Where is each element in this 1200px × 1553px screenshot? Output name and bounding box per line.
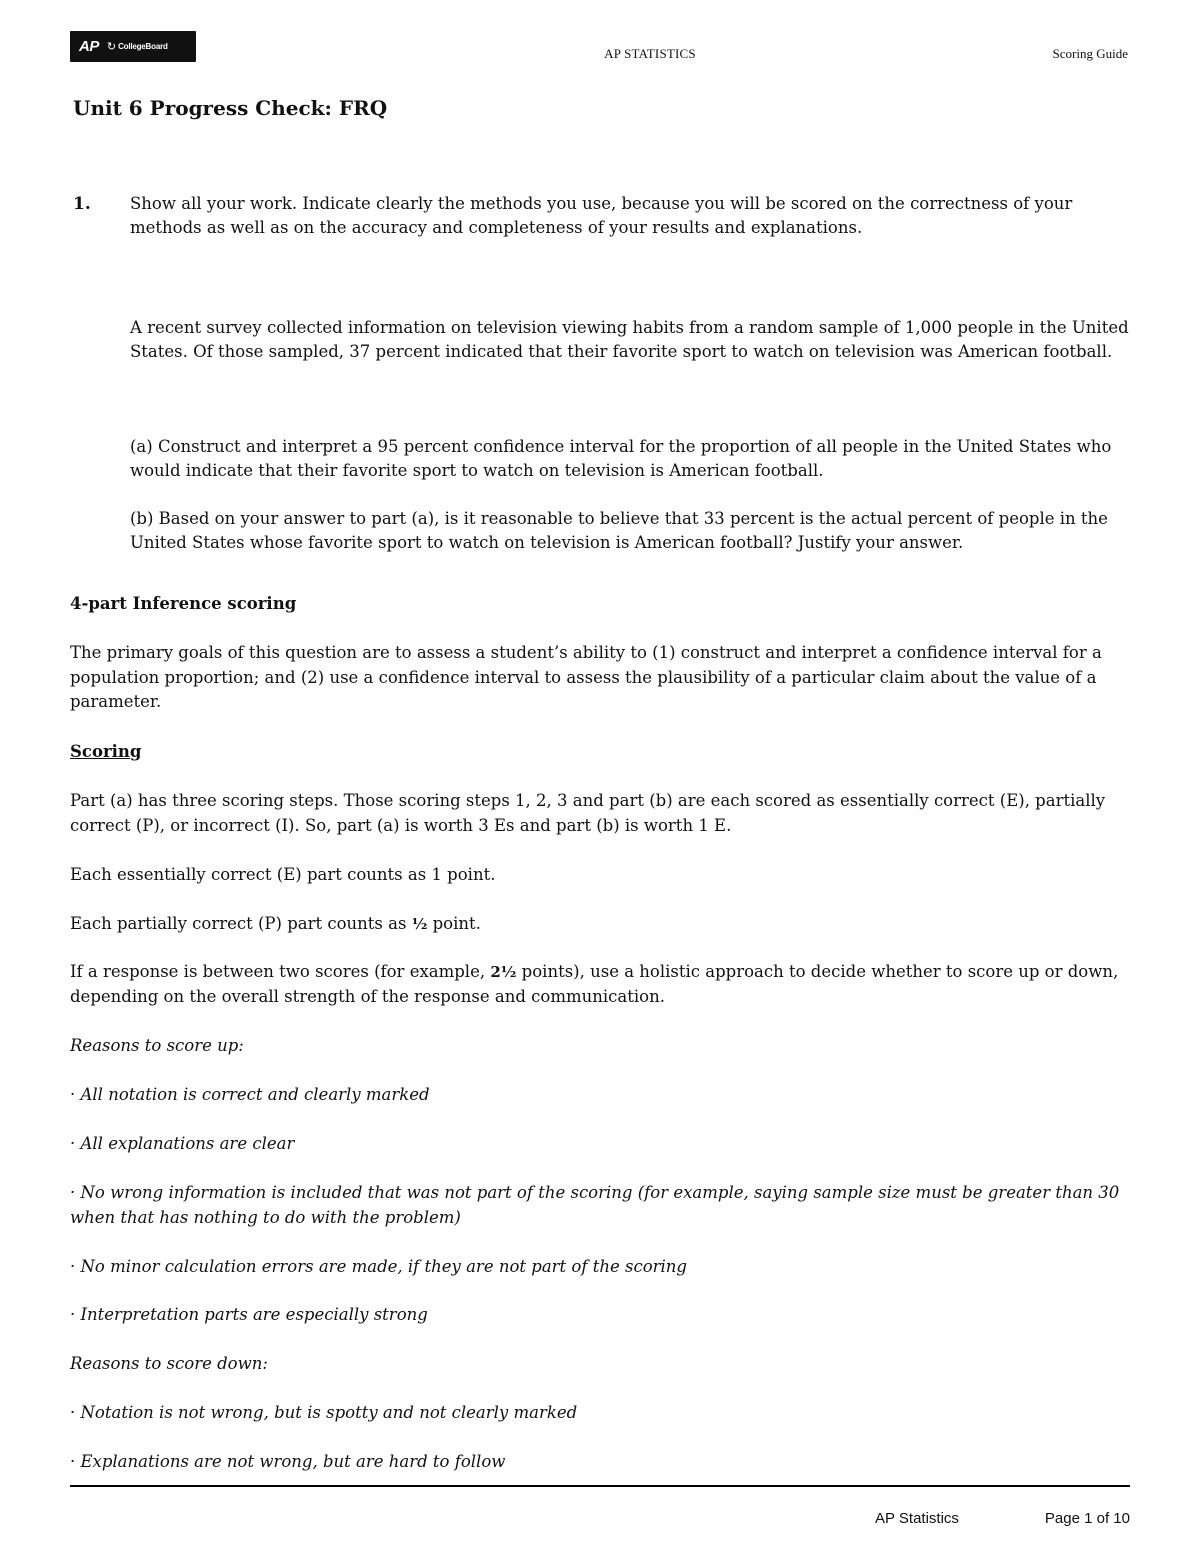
question-part-a: (a) Construct and interpret a 95 percent confidence interval for the proportion of all people in the United States who would indicate that their favorite sport to watch on television is American football. [130, 437, 1112, 480]
question-stem: A recent survey collected information on television viewing habits from a random sample of 1,000 people in the United States. Of those sampled, 37 percent indicated that their favorite sport to watch on television was American football. [130, 318, 1129, 361]
header-course: AP STATISTICS [604, 46, 696, 61]
question-instructions: Show all your work. Indicate clearly the methods you use, because you will be scored on the correctness of your methods as well as on the accuracy and completeness of your results and explanations. [130, 194, 1073, 237]
logo-collegeboard-text: CollegeBoard [118, 42, 168, 51]
reasons-up-heading: Reasons to score up: [70, 1036, 244, 1055]
scoring-heading: Scoring [70, 742, 142, 761]
half-fraction: ½ [411, 915, 428, 933]
partially-text-pre: Each partially correct (P) part counts as [70, 914, 412, 933]
collegeboard-acorn-icon: ↻ [106, 41, 117, 53]
page-title: Unit 6 Progress Check: FRQ [73, 96, 388, 120]
reason-up-item: · All notation is correct and clearly marked [70, 1085, 430, 1104]
reason-up-item: · No minor calculation errors are made, if they are not part of the scoring [70, 1257, 687, 1276]
footer-divider [70, 1485, 1130, 1487]
inference-scoring-heading: 4-part Inference scoring [70, 594, 297, 613]
two-and-half-fraction: 2½ [490, 963, 517, 981]
question-number: 1. [73, 194, 91, 214]
header-doc-type: Scoring Guide [1052, 46, 1128, 61]
between-text-pre: If a response is between two scores (for example, [70, 962, 491, 981]
between-text-post: points), use a holistic approach to decide whether to score up or down, depending on the overall strength of the response and communication. [70, 962, 1119, 1006]
reasons-down-heading: Reasons to score down: [70, 1354, 268, 1373]
footer-course: AP Statistics [875, 1510, 959, 1527]
reason-up-item: · Interpretation parts are especially strong [70, 1305, 428, 1324]
partially-text-post: point. [427, 914, 481, 933]
scoring-parts: Part (a) has three scoring steps. Those scoring steps 1, 2, 3 and part (b) are each scored as essentially correct (E), partially correct (P), or incorrect (I). So, part (a) is worth 3 Es and part (b) is worth 1 E. [70, 791, 1106, 835]
logo-ap-text: AP [79, 38, 99, 55]
reason-up-item: · No wrong information is included that was not part of the scoring (for example, saying sample size must be greater than 30 when that has nothing to do with the problem) [70, 1183, 1120, 1227]
page-number: Page 1 of 10 [1044, 1510, 1130, 1527]
holistic-rule [70, 960, 1130, 1009]
reason-down-item: · Notation is not wrong, but is spotty and not clearly marked [70, 1403, 578, 1422]
question-part-b: (b) Based on your answer to part (a), is it reasonable to believe that 33 percent is the actual percent of people in the United States whose favorite sport to watch on television is American football? Justify your answer. [130, 509, 1108, 552]
partially-correct-rule [70, 912, 1130, 937]
scoring-goals: The primary goals of this question are to assess a student’s ability to (1) construct and interpret a confidence interval for a population proportion; and (2) use a confidence interval to assess the plausibility of a particular claim about the value of a parameter. [70, 643, 1102, 711]
reason-up-item: · All explanations are clear [70, 1134, 295, 1153]
essentially-correct-rule: Each essentially correct (E) part counts as 1 point. [70, 865, 496, 884]
reason-down-item: · Explanations are not wrong, but are hard to follow [70, 1452, 506, 1471]
